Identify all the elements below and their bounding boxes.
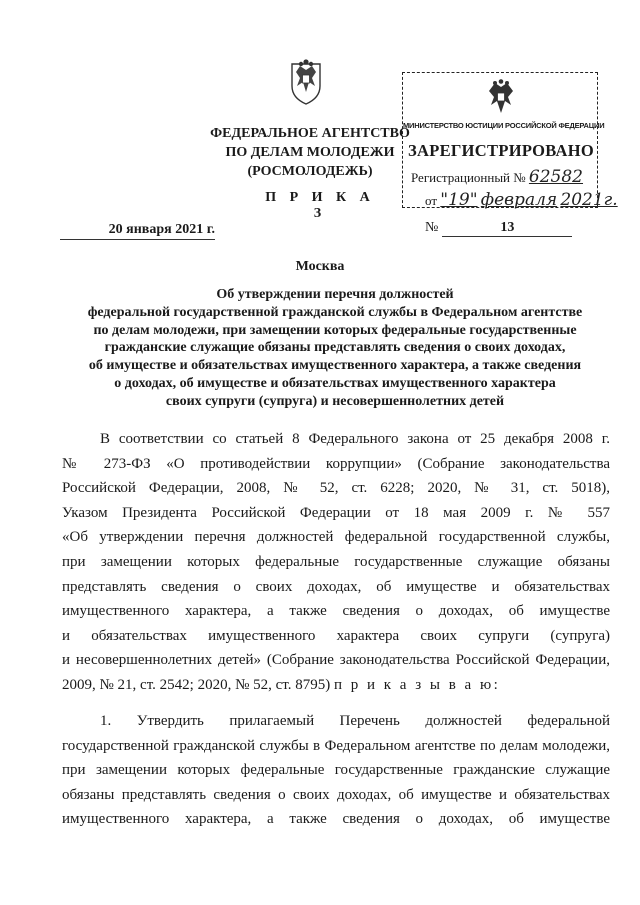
stamp-registered: ЗАРЕГИСТРИРОВАНО [407, 141, 595, 160]
registration-stamp [402, 72, 618, 210]
body-line: 1. Утвердить прилагаемый Перечень должностей федеральной [100, 713, 610, 729]
body-line: государственной гражданской службы в Федеральном агентстве по делам молодежи, [62, 737, 610, 754]
body-line: В соответствии со статьей 8 Федерального закона от 25 декабря 2008 г. [100, 431, 610, 447]
agency-line-2: ПО ДЕЛАМ МОЛОДЕЖИ [225, 145, 395, 160]
document-heading [70, 286, 600, 411]
stamp-emblem-icon [483, 79, 519, 119]
body-line: имущественного характера, а также сведения о доходах, об имуществе [62, 603, 610, 620]
heading-line: по делам молодежи, при замещении которых федеральные государственные [93, 322, 577, 338]
order-title: П Р И К А З [265, 190, 375, 221]
body-line: № 273-ФЗ «О противодействии коррупции» (Собрание законодательства [62, 455, 610, 472]
body-line: и обязательствах имущественного характера своих супруги (супруга) [62, 627, 610, 644]
paragraph-1 [62, 427, 610, 698]
city: Москва [295, 259, 345, 274]
body-line-final [62, 673, 610, 698]
stamp-reg-label: Регистрационный № [411, 170, 526, 185]
body-line: Указом Президента Российской Федерации от 18 мая 2009 г. № 557 [62, 504, 610, 521]
stamp-date-day: "19" [440, 190, 478, 210]
body-line: имущественного характера, а также сведения о доходах, об имуществе [62, 811, 610, 828]
heading-line: Об утверждении перечня должностей [216, 287, 454, 302]
body-citation: 2009, № 21, ст. 2542; 2020, № 52, ст. 8795) [62, 676, 331, 693]
stamp-reg-number: 62582 [528, 167, 584, 187]
agency-line-3: (РОСМОЛОДЕЖЬ) [247, 164, 373, 179]
body-line: обязаны представлять сведения о своих доходах, об имуществе и обязательствах [62, 786, 610, 803]
heading-line: о доходах, об имуществе и обязательствах имущественного характера [114, 375, 556, 391]
agency-name [210, 124, 410, 181]
order-number-label: № [425, 220, 439, 235]
heading-line: федеральной государственной гражданской службы в Федеральном агентстве [87, 304, 583, 320]
heading-line: гражданские служащие обязаны представлять сведения о своих доходах, [104, 340, 566, 356]
body-line: представлять сведения о своих доходах, об имуществе и обязательствах [62, 578, 610, 595]
body-line: и несовершеннолетних детей» (Собрание законодательства Российской Федерации, [62, 652, 610, 669]
stamp-date [425, 190, 618, 210]
heading-line: об имуществе и обязательствах имущественного характера, а также сведения [88, 358, 582, 374]
stamp-registration-number [411, 167, 583, 187]
order-number [425, 220, 572, 237]
stamp-date-month: февраля [480, 190, 558, 210]
order-number-value: 13 [442, 220, 572, 237]
stamp-date-prefix: от [425, 193, 438, 208]
body-line: при замещении которых федеральные государственные служащие обязаны [62, 553, 610, 570]
body-line: Российской Федерации, 2008, № 52, ст. 6228; 2020, № 31, ст. 5018), [62, 480, 610, 497]
agency-line-1: ФЕДЕРАЛЬНОЕ АГЕНТСТВО [210, 126, 410, 141]
body-line: «Об утверждении перечня должностей федеральной государственной службы, [62, 529, 610, 546]
order-date: 20 января 2021 г. [60, 222, 215, 240]
stamp-date-year: 2021г. [560, 190, 618, 210]
stamp-ministry: МИНИСТЕРСТВО ЮСТИЦИИ РОССИЙСКОЙ ФЕДЕРАЦИИ [403, 121, 605, 130]
paragraph-2 [62, 709, 610, 832]
coat-of-arms-emblem [286, 58, 326, 106]
body-line: при замещении которых федеральные государственные гражданские служащие [62, 762, 610, 779]
order-command: п р и к а з ы в а ю: [333, 676, 501, 693]
heading-line: своих супруги (супруга) и несовершеннолетних детей [165, 393, 505, 409]
